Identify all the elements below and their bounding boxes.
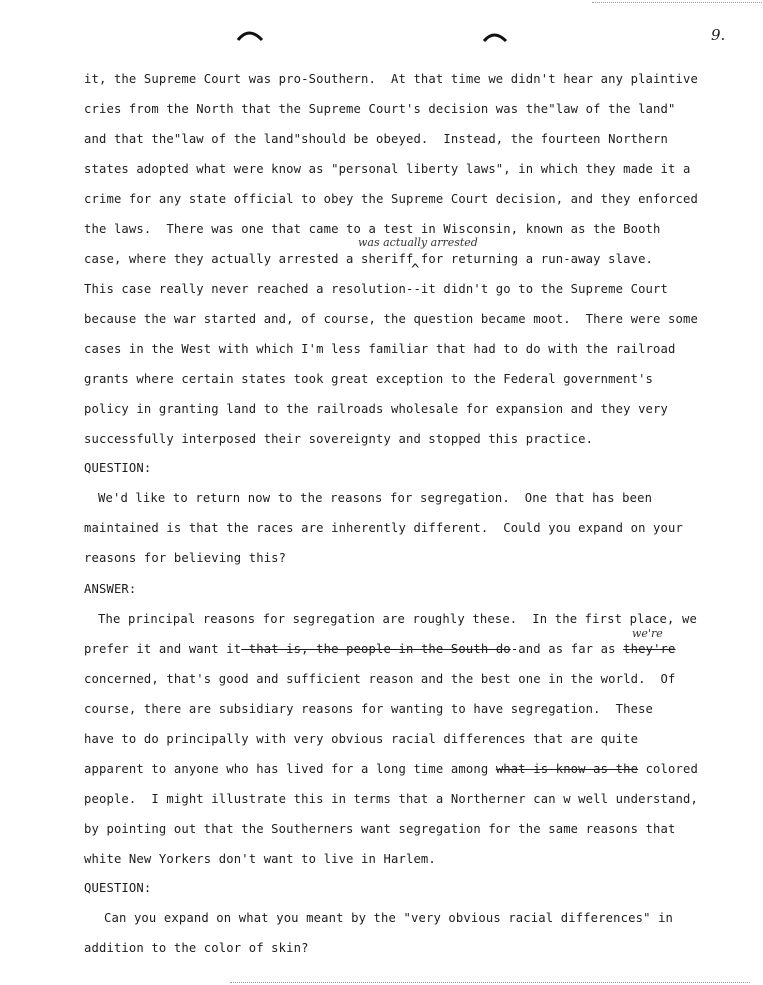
question-line: Can you expand on what you meant by the "very obvious racial differences" in (104, 911, 674, 925)
answer-line: people. I might illustrate this in terms that a Northerner can w well understand, (84, 792, 698, 806)
struck-text: what is know as the (495, 762, 639, 776)
answer-line: by pointing out that the Southerners want segregation for the same reasons that (84, 822, 676, 836)
question-line: maintained is that the races are inherently different. Could you expand on your (84, 521, 683, 535)
body-line: case, where they actually arrested a sheriff for returning a run-away slave. (84, 252, 654, 266)
answer-line: The principal reasons for segregation are roughly these. In the first place, we (98, 612, 697, 626)
body-line: cases in the West with which I'm less familiar that had to do with the railroad (84, 342, 676, 356)
insertion-caret: ^ (411, 262, 420, 278)
top-edge-dots (592, 2, 762, 3)
body-line: grants where certain states took great exception to the Federal government's (84, 372, 654, 386)
question-line: addition to the color of skin? (84, 941, 309, 955)
answer-text: apparent to anyone who has lived for a long time among (84, 762, 496, 776)
bottom-edge-dots (230, 982, 750, 983)
answer-line-edited (84, 641, 676, 657)
body-line: crime for any state official to obey the Supreme Court decision, and they enforced (84, 192, 698, 206)
question-label: QUESTION: (84, 461, 152, 475)
answer-line: concerned, that's good and sufficient reason and the best one in the world. Of (84, 672, 676, 686)
body-line: successfully interposed their sovereignty and stopped this practice. (84, 432, 594, 446)
answer-line-edited (84, 761, 698, 777)
body-line: policy in granting land to the railroads wholesale for expansion and they very (84, 402, 669, 416)
answer-line: white New Yorkers don't want to live in Harlem. (84, 852, 436, 866)
question-line: We'd like to return now to the reasons for segregation. One that has been (98, 491, 653, 505)
body-line: because the war started and, of course, the question became moot. There were some (84, 312, 698, 326)
body-line: cries from the North that the Supreme Court's decision was the"law of the land" (84, 102, 676, 116)
handwritten-insertion: was actually arrested (358, 236, 478, 249)
struck-text: -that is, the people in the South do (241, 642, 511, 656)
answer-text: colored (638, 762, 698, 776)
body-line: and that the"law of the land"should be obeyed. Instead, the fourteen Northern (84, 132, 669, 146)
answer-text: prefer it and want it (84, 642, 242, 656)
answer-line: have to do principally with very obvious racial differences that are quite (84, 732, 639, 746)
hole-punch-mark-right (482, 30, 508, 44)
answer-label: ANSWER: (84, 582, 137, 596)
handwritten-correction: we're (632, 627, 663, 640)
body-line: the laws. There was one that came to a test in Wisconsin, known as the Booth (84, 222, 661, 236)
hole-punch-mark-left (235, 28, 265, 44)
body-line: states adopted what were know as "personal liberty laws", in which they made it a (84, 162, 691, 176)
body-line: it, the Supreme Court was pro-Southern. At that time we didn't hear any plaintive (84, 72, 698, 86)
page-number: 9. (711, 26, 726, 44)
answer-line: course, there are subsidiary reasons for wanting to have segregation. These (84, 702, 654, 716)
body-line: This case really never reached a resolution--it didn't go to the Supreme Court (84, 282, 669, 296)
answer-text: -and as far as (510, 642, 624, 656)
struck-text: they're (623, 642, 676, 656)
question-label: QUESTION: (84, 881, 152, 895)
question-line: reasons for believing this? (84, 551, 287, 565)
